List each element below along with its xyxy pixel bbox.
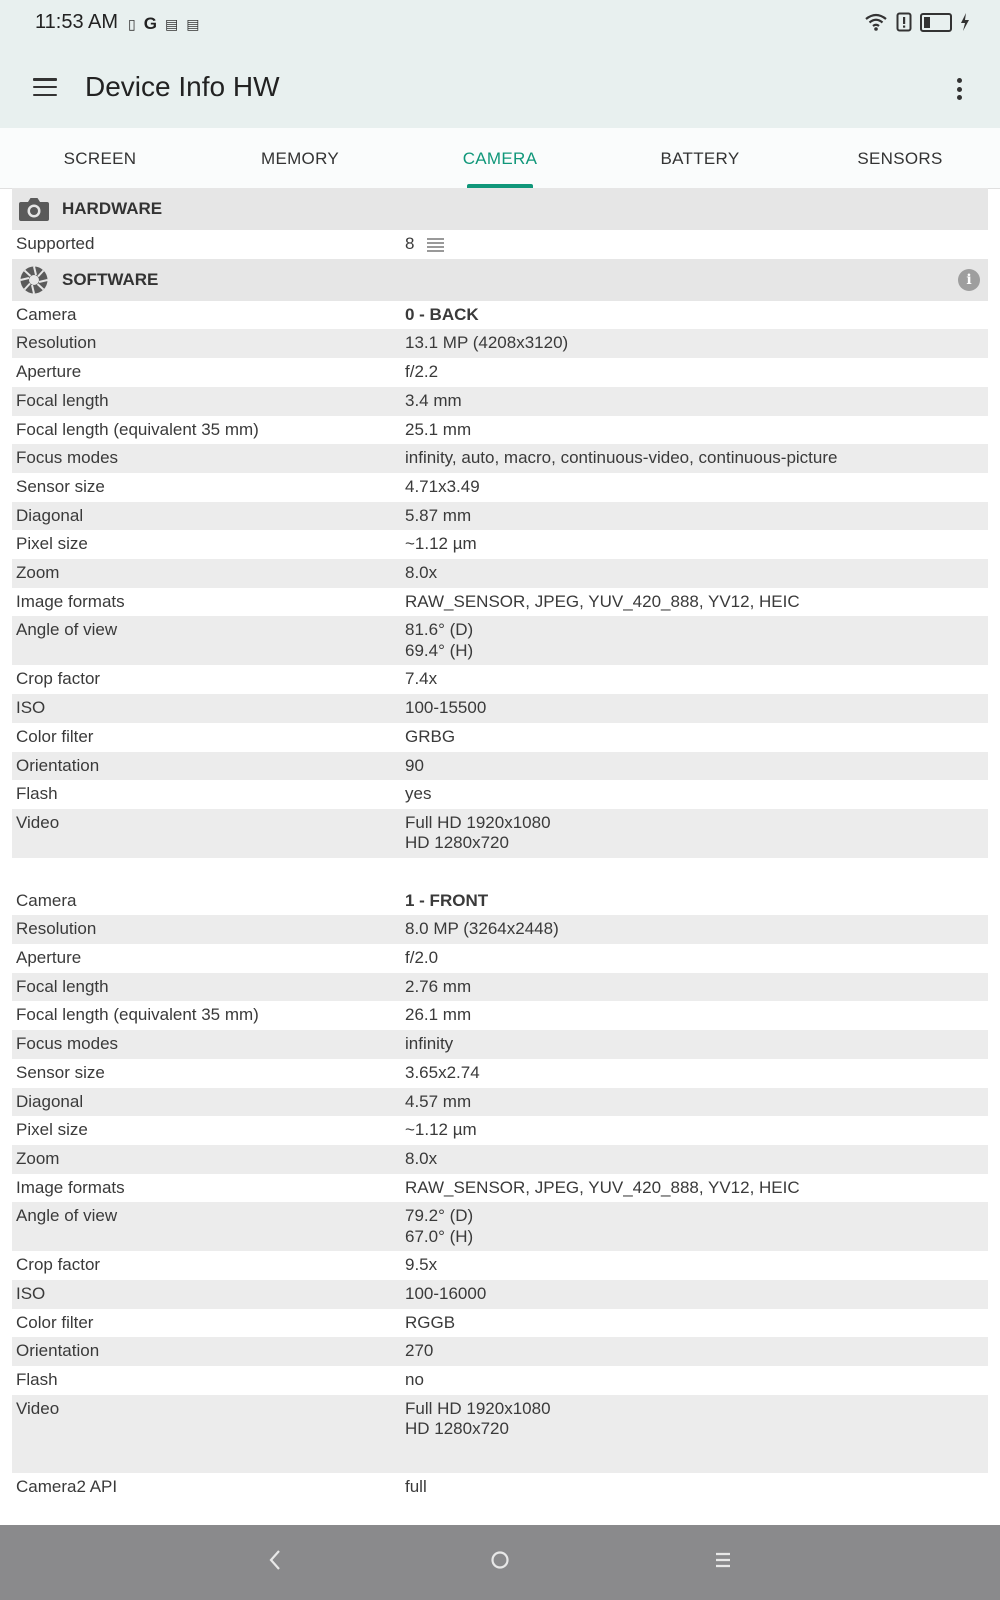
row-label: Crop factor [16, 1255, 101, 1275]
row-label: Flash [16, 784, 58, 804]
navigation-bar [0, 1525, 1000, 1600]
row-value-line: 90 [405, 755, 424, 775]
supported-count: 8 [405, 234, 415, 253]
info-row [12, 588, 988, 617]
row-value-line: GRBG [405, 726, 456, 746]
row-label: Image formats [16, 1177, 125, 1197]
camera-icon [18, 193, 50, 225]
row-label: Flash [16, 1370, 58, 1390]
row-value-line: 8.0x [405, 1148, 438, 1168]
info-row [12, 1395, 988, 1444]
tab-camera[interactable]: CAMERA [400, 128, 600, 188]
row-label: Color filter [16, 1312, 94, 1332]
row-value [405, 502, 988, 531]
info-row [12, 944, 988, 973]
info-row [12, 1337, 988, 1366]
info-row [12, 1030, 988, 1059]
wifi-icon [864, 12, 888, 32]
tab-battery[interactable]: BATTERY [660, 149, 740, 168]
info-row [12, 1001, 988, 1030]
row-label: Supported [16, 234, 95, 253]
row-value-line: 67.0° (H) [405, 1226, 474, 1246]
back-camera-rows [12, 301, 988, 858]
row-value [405, 780, 988, 809]
row-value [405, 809, 988, 858]
row-label: ISO [16, 1284, 46, 1304]
row-value [405, 915, 988, 944]
row-label: Orientation [16, 755, 100, 775]
aperture-icon [18, 264, 50, 296]
row-value [405, 665, 988, 694]
row-value-line: 13.1 MP (4208x3120) [405, 333, 569, 353]
info-row [12, 387, 988, 416]
row-value [405, 1366, 988, 1395]
info-row [12, 1145, 988, 1174]
row-value [405, 752, 988, 781]
info-row [12, 1088, 988, 1117]
info-icon[interactable]: i [958, 269, 980, 291]
home-icon[interactable] [489, 1547, 511, 1573]
row-value [405, 1202, 988, 1251]
row-value-line: 270 [405, 1341, 434, 1361]
more-options-icon[interactable] [956, 78, 962, 100]
status-icons-right [864, 12, 970, 32]
row-value-line: ~1.12 µm [405, 534, 477, 554]
tab-sensors[interactable]: SENSORS [857, 149, 943, 168]
row-value-line: no [405, 1370, 424, 1390]
row-value-line: f/2.2 [405, 362, 439, 382]
row-label: Color filter [16, 726, 94, 746]
hardware-supported-row [12, 230, 988, 259]
separator-row [12, 1444, 988, 1473]
row-label: Focal length [16, 390, 109, 410]
row-value-line: 8.0x [405, 563, 438, 583]
info-row [12, 473, 988, 502]
tab-bar [0, 128, 1000, 189]
row-label: Image formats [16, 591, 125, 611]
row-value-line: HD 1280x720 [405, 1419, 509, 1439]
row-value [405, 387, 988, 416]
info-row [12, 329, 988, 358]
info-row [12, 358, 988, 387]
row-value-line: infinity [405, 1034, 454, 1054]
info-row [12, 616, 988, 665]
row-value [405, 230, 988, 259]
info-row [12, 416, 988, 445]
info-row [12, 1116, 988, 1145]
info-row [12, 1059, 988, 1088]
row-value-line: yes [405, 784, 432, 804]
separator-row [12, 858, 988, 887]
row-value [405, 723, 988, 752]
info-row [12, 1251, 988, 1280]
status-time: 11:53 AM [35, 11, 119, 33]
calendar-icon: ▤ [164, 15, 179, 32]
tab-memory[interactable]: MEMORY [261, 149, 339, 168]
info-row [12, 694, 988, 723]
row-label: Crop factor [16, 669, 101, 689]
info-row [12, 1174, 988, 1203]
row-label: Resolution [16, 333, 97, 353]
hamburger-menu-icon[interactable] [33, 78, 57, 96]
row-value [405, 1395, 988, 1444]
row-value [405, 944, 988, 973]
row-value [405, 1030, 988, 1059]
row-label: Sensor size [16, 1062, 105, 1082]
alert-icon [896, 12, 912, 32]
row-value-line: 2.76 mm [405, 976, 472, 996]
row-label: Camera [16, 304, 77, 324]
row-value-line: 1 - FRONT [405, 890, 489, 910]
info-row [12, 301, 988, 330]
row-value [405, 473, 988, 502]
front-camera-rows [12, 887, 988, 1444]
row-label: Orientation [16, 1341, 100, 1361]
hardware-header-label: HARDWARE [62, 199, 163, 218]
info-row [12, 780, 988, 809]
row-value [405, 329, 988, 358]
row-value [405, 1088, 988, 1117]
row-label: Video [16, 812, 60, 832]
row-value [405, 1145, 988, 1174]
row-value [405, 694, 988, 723]
row-value [405, 530, 988, 559]
info-row [12, 752, 988, 781]
back-icon[interactable] [266, 1547, 284, 1573]
row-label: Focal length [16, 976, 109, 996]
row-value-line: 5.87 mm [405, 505, 472, 525]
row-label: Zoom [16, 1148, 60, 1168]
google-icon: G [143, 14, 157, 33]
row-label: Aperture [16, 948, 82, 968]
info-row [12, 1366, 988, 1395]
info-row [12, 665, 988, 694]
camera2-api-row [12, 1473, 988, 1502]
camera-info-list[interactable] [12, 188, 988, 1501]
info-row [12, 809, 988, 858]
row-label: Focal length (equivalent 35 mm) [16, 419, 259, 439]
row-value [405, 1059, 988, 1088]
row-value-line: ~1.12 µm [405, 1120, 477, 1140]
row-value-line: 4.71x3.49 [405, 476, 480, 496]
row-value-line: 7.4x [405, 669, 438, 689]
info-row [12, 559, 988, 588]
row-label: Diagonal [16, 505, 84, 525]
row-value-line: 26.1 mm [405, 1005, 472, 1025]
row-value-line: RAW_SENSOR, JPEG, YUV_420_888, YV12, HEIC [405, 1177, 800, 1197]
info-row [12, 723, 988, 752]
row-value-line: 81.6° (D) [405, 620, 474, 640]
row-value-line: 4.57 mm [405, 1091, 472, 1111]
hardware-section-header [12, 188, 988, 230]
row-value-line: Full HD 1920x1080 [405, 812, 551, 832]
row-value: full [405, 1476, 427, 1496]
row-value-line: 100-15500 [405, 698, 487, 718]
row-label: Pixel size [16, 1120, 88, 1140]
row-value [405, 1280, 988, 1309]
row-label: Focus modes [16, 448, 119, 468]
row-label: Camera [16, 890, 77, 910]
row-label: Aperture [16, 362, 82, 382]
row-label: Sensor size [16, 476, 105, 496]
app-title: Device Info HW [85, 71, 280, 102]
row-value [405, 358, 988, 387]
row-value-line: 100-16000 [405, 1284, 487, 1304]
software-header-label: SOFTWARE [62, 269, 159, 289]
info-row [12, 1202, 988, 1251]
row-label: Focus modes [16, 1034, 119, 1054]
info-row [12, 444, 988, 473]
row-label: Zoom [16, 563, 60, 583]
info-row [12, 973, 988, 1002]
calendar-icon: ▤ [186, 15, 200, 32]
battery-icon [920, 13, 952, 32]
info-row [12, 915, 988, 944]
row-value-line: 25.1 mm [405, 419, 472, 439]
software-section-header [12, 259, 988, 301]
row-value [405, 1174, 988, 1203]
row-value [405, 887, 988, 916]
row-label: Angle of view [16, 1206, 118, 1226]
row-value [405, 588, 988, 617]
row-label: Focal length (equivalent 35 mm) [16, 1005, 259, 1025]
row-value [405, 416, 988, 445]
row-value [405, 1116, 988, 1145]
row-value-line: f/2.0 [405, 948, 439, 968]
info-row [12, 1280, 988, 1309]
row-value-line: 8.0 MP (3264x2448) [405, 919, 559, 939]
row-value-line: 0 - BACK [405, 304, 479, 324]
row-label: Pixel size [16, 534, 88, 554]
row-value-line: 79.2° (D) [405, 1206, 474, 1226]
recents-icon[interactable] [712, 1547, 734, 1573]
battery-small-icon: ▯ [128, 15, 136, 32]
info-row [12, 887, 988, 916]
row-label: Camera2 API [16, 1476, 118, 1496]
row-value [405, 616, 988, 665]
row-value [405, 559, 988, 588]
row-label: Resolution [16, 919, 97, 939]
row-value [405, 301, 988, 330]
row-label: ISO [16, 698, 46, 718]
row-value-line: 69.4° (H) [405, 640, 474, 660]
row-label: Diagonal [16, 1091, 84, 1111]
row-value [405, 1309, 988, 1338]
row-label: Video [16, 1398, 60, 1418]
info-row [12, 1309, 988, 1338]
tab-screen[interactable]: SCREEN [63, 149, 137, 168]
row-value [405, 444, 988, 473]
info-row [12, 530, 988, 559]
charging-icon [960, 12, 970, 32]
row-value-line: Full HD 1920x1080 [405, 1398, 551, 1418]
info-row [12, 502, 988, 531]
row-value-line: 9.5x [405, 1255, 438, 1275]
row-value-line: 3.65x2.74 [405, 1062, 480, 1082]
row-value-line: HD 1280x720 [405, 833, 509, 853]
row-value-line: RAW_SENSOR, JPEG, YUV_420_888, YV12, HEIC [405, 591, 800, 611]
row-label: Angle of view [16, 620, 118, 640]
list-icon[interactable] [427, 236, 444, 254]
row-value [405, 1337, 988, 1366]
row-value-line: RGGB [405, 1312, 456, 1332]
row-value [405, 1251, 988, 1280]
status-icons-left [128, 14, 199, 34]
row-value [405, 973, 988, 1002]
row-value [405, 1001, 988, 1030]
row-value-line: infinity, auto, macro, continuous-video, continuous-picture [405, 448, 838, 468]
row-value-line: 3.4 mm [405, 390, 462, 410]
